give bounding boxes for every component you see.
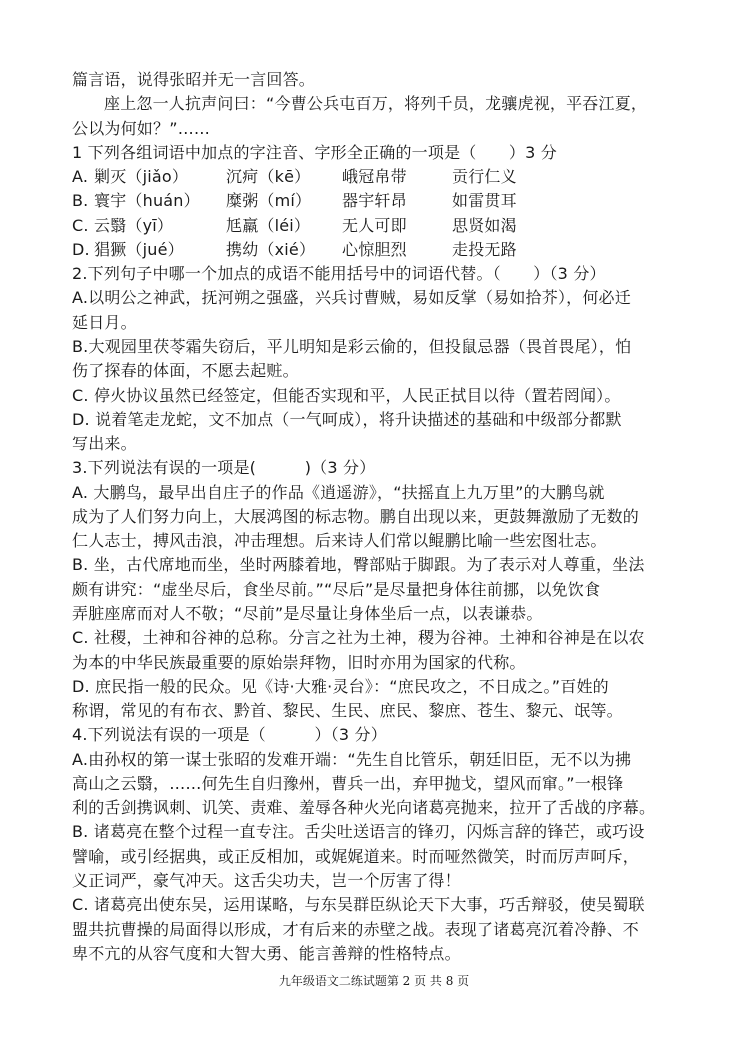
option-word: 糜粥（mí） bbox=[226, 191, 312, 211]
option-word: 尪羸（léi） bbox=[226, 215, 311, 235]
question-2-option-a[interactable]: A.以明公之神武，抚河朔之强盛，兴兵讨曹贼，易如反掌（易如拾芥），何必迁 bbox=[72, 288, 631, 308]
question-2-option-c[interactable]: C. 停火协议虽然已经签定，但能否实现和平，人民正拭目以待（置若罔闻）。 bbox=[72, 385, 621, 405]
option-word: 沉疴（kē） bbox=[226, 167, 311, 187]
question-4-text: 利的舌剑携讽刺、讥笑、责难、羞辱各种火光向诸葛亮抛来，拉开了舌战的序幕。 bbox=[72, 798, 656, 818]
question-3-text: 成为了人们努力向上，大展鸿图的标志物。鹏自出现以来，更鼓舞激励了无数的 bbox=[72, 506, 640, 526]
question-1-option-d[interactable] bbox=[72, 240, 682, 260]
question-3-option-b[interactable]: B. 坐，古代席地而坐，坐时两膝着地，臀部贴于脚跟。为了表示对人尊重，坐法 bbox=[72, 555, 645, 575]
option-word: 携幼（xié） bbox=[226, 239, 316, 259]
question-3-option-a[interactable]: A. 大鹏鸟，最早出自庄子的作品《逍遥游》，“扶摇直上九万里”的大鹏鸟就 bbox=[72, 482, 605, 502]
passage-line: 篇言语，说得张昭并无一言回答。 bbox=[72, 70, 316, 89]
question-4-text: 盟共抗曹操的局面得以形成，才有后来的赤壁之战。表现了诸葛亮沉着冷静、不 bbox=[72, 919, 640, 939]
question-4-option-b[interactable]: B. 诸葛亮在整个过程一直专注。舌尖吐送语言的锋刃，闪烁言辞的锋芒，或巧设 bbox=[72, 822, 645, 842]
question-1-option-a[interactable] bbox=[72, 167, 682, 187]
option-word: 心惊胆烈 bbox=[342, 239, 407, 259]
question-1-stem: 1 下列各组词语中加点的字注音、字形全正确的一项是（ ）3 分 bbox=[72, 142, 557, 162]
question-4-text: 譬喻，或引经据典，或正反相加，或娓娓道来。时而哑然微笑，时而厉声呵斥， bbox=[72, 846, 640, 866]
question-3-option-d[interactable]: D. 庶民指一般的民众。见《诗·大雅·灵台》：“庶民攻之，不日成之。”百姓的 bbox=[72, 676, 609, 696]
option-label: A. bbox=[72, 167, 89, 187]
question-4-text: 卑不亢的从容气度和大智大勇、能言善辩的性格特点。 bbox=[72, 943, 461, 963]
option-word: 如雷贯耳 bbox=[452, 191, 517, 211]
question-2-option-b[interactable]: B.大观园里茯苓霜失窃后，平儿明知是彩云偷的，但投鼠忌器（畏首畏尾），怕 bbox=[72, 337, 632, 356]
option-word: 云翳（yī） bbox=[94, 215, 174, 235]
question-2-text: 延日月。 bbox=[72, 312, 137, 332]
option-word: 器宇轩昂 bbox=[342, 191, 407, 211]
question-2-text: 写出来。 bbox=[72, 434, 137, 454]
question-3-text: 称谓，常见的有布衣、黔首、黎民、生民、庶民、黎庶、苍生、黎元、氓等。 bbox=[72, 701, 623, 720]
question-2-text: 伤了探春的体面，不愿去起赃。 bbox=[72, 361, 299, 381]
question-2-option-d[interactable]: D. 说着笔走龙蛇，文不加点（一气呵成），将升诀描述的基础和中级部分都默 bbox=[72, 409, 622, 429]
option-word: 思贤如渴 bbox=[452, 215, 517, 235]
option-word: 剿灭（jiǎo） bbox=[94, 167, 189, 187]
option-label: C. bbox=[72, 215, 89, 235]
page-footer: 九年级语文二练试题第 2 页 共 8 页 bbox=[278, 974, 470, 988]
question-2-stem: 2.下列句子中哪一个加点的成语不能用括号中的词语代替。（ ）（3 分） bbox=[72, 264, 606, 284]
question-3-text: 颇有讲究：“虚坐尽后，食坐尽前。”“尽后”是尽量把身体往前挪，以免饮食 bbox=[72, 579, 601, 599]
option-word: 无人可即 bbox=[342, 215, 407, 235]
question-1-option-b[interactable] bbox=[72, 191, 682, 211]
question-4-option-c[interactable]: C. 诸葛亮出使东吴，运用谋略，与东吴群臣纵论天下大事，巧舌辩驳，使吴蜀联 bbox=[72, 895, 645, 915]
question-3-option-c[interactable]: C. 社稷，土神和谷神的总称。分言之社为土神，稷为谷神。土神和谷神是在以农 bbox=[72, 628, 645, 648]
question-4-text: 义正词严，豪气冲天。这舌尖功夫，岂一个厉害了得！ bbox=[72, 870, 461, 890]
option-word: 峨冠帛带 bbox=[342, 167, 407, 187]
question-3-text: 仁人志士，搏风击浪，冲击理想。后来诗人们常以鲲鹏比喻一些宏图壮志。 bbox=[72, 531, 607, 551]
option-word: 走投无路 bbox=[452, 239, 517, 259]
question-1-option-c[interactable] bbox=[72, 216, 682, 236]
option-word: 猖獗（jué） bbox=[94, 239, 184, 259]
option-word: 贡行仁义 bbox=[452, 167, 517, 187]
question-3-text: 为本的中华民族最重要的原始崇拜物，旧时亦用为国家的代称。 bbox=[72, 652, 526, 672]
passage-line: 公以为何如？”…… bbox=[72, 118, 211, 138]
option-label: B. bbox=[72, 191, 89, 211]
question-3-stem: 3.下列说法有误的一项是( )（3 分） bbox=[72, 458, 376, 478]
question-4-text: 高山之云翳，……何先生自归豫州，曹兵一出，弃甲抛戈，望风而窜。”一根锋 bbox=[72, 773, 624, 793]
passage-line: 座上忽一人抗声问曰：“今曹公兵屯百万，将列千员，龙骧虎视，平吞江夏， bbox=[104, 94, 648, 114]
question-4-option-a[interactable]: A.由孙权的第一谋士张昭的发难开端：“先生自比管乐，朝廷旧臣，无不以为拂 bbox=[72, 749, 632, 769]
option-label: D. bbox=[72, 239, 90, 259]
question-4-stem: 4.下列说法有误的一项是（ ）（3 分） bbox=[72, 725, 387, 745]
question-3-text: 弄脏座席而对人不敬；“尽前”是尽量让身体坐后一点，以表谦恭。 bbox=[72, 603, 543, 623]
option-word: 寰宇（huán） bbox=[94, 191, 200, 211]
